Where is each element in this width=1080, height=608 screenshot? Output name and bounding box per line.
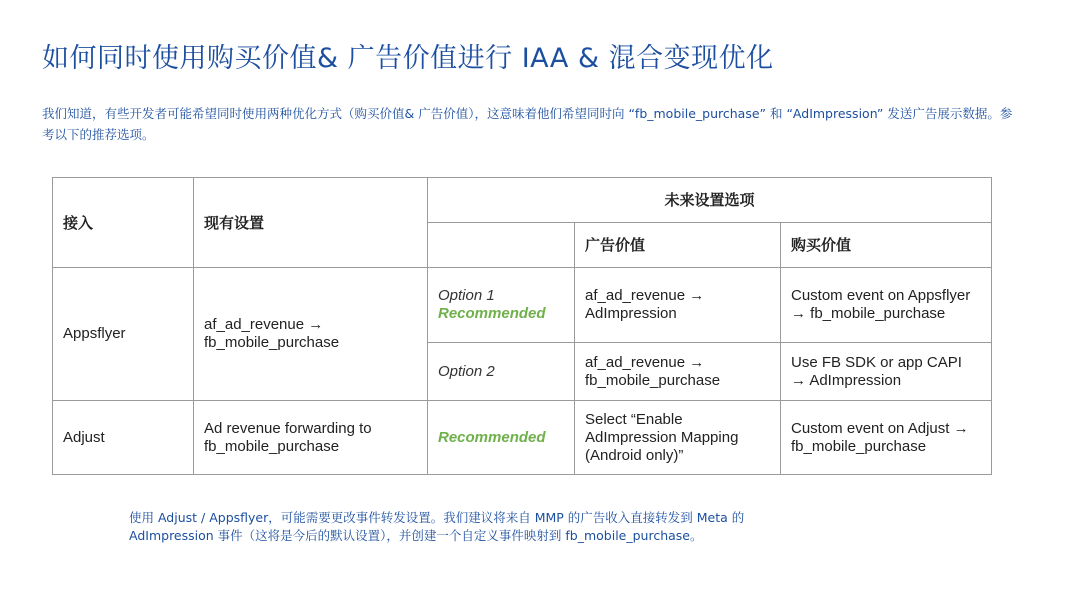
appsflyer-current-cell: af_ad_revenue → fb_mobile_purchase [194,268,428,401]
option1-label: Option 1 [438,287,495,304]
appsflyer-name-cell: Appsflyer [53,268,194,401]
header-current-setup: 现有设置 [194,178,428,268]
appsflyer-option2-ad-value: af_ad_revenue → fb_mobile_purchase [575,343,781,401]
appsflyer-option1-purchase-value: Custom event on Appsflyer → fb_mobile_purchase [781,268,992,343]
adjust-recommended-tag: Recommended [438,428,546,446]
appsflyer-option2-purchase-value: Use FB SDK or app CAPI → AdImpression [781,343,992,401]
adjust-purchase-value: Custom event on Adjust → fb_mobile_purchase [781,401,992,475]
page-title: 如何同时使用购买价值& 广告价值进行 IAA & 混合变现优化 [42,43,774,74]
intro-paragraph: 我们知道，有些开发者可能希望同时使用两种优化方式（购买价值& 广告价值），这意味着他们希望同时向 “fb_mobile_purchase” 和 “AdImpression” 发送广告展示数据。参考以下的推荐选项。 [42,106,1013,142]
appsflyer-option1-ad-value: af_ad_revenue → AdImpression [575,268,781,343]
appsflyer-option2-cell [428,343,575,401]
header-integration: 接入 [53,178,194,268]
header-future-options: 未来设置选项 [428,178,992,223]
table-header-row [53,178,992,223]
adjust-name-cell: Adjust [53,401,194,475]
appsflyer-option1-cell [428,268,575,343]
header-empty-cell [428,223,575,268]
table-row-adjust [53,401,992,475]
option1-recommended-tag: Recommended [438,305,546,322]
adjust-ad-value: Select “Enable AdImpression Mapping (Android only)” [575,401,781,475]
footnote: 使用 Adjust / Appsflyer，可能需要更改事件转发设置。我们建议将来自 MMP 的广告收入直接转发到 Meta 的 AdImpression 事件（这将是今后的默认设置），并创建一个自定义事件映射到 fb_mobile_purchase。 [129,510,745,543]
adjust-recommended-cell [428,401,575,475]
table-row-appsflyer-option1 [53,268,992,343]
option2-label: Option 2 [438,362,495,380]
options-table [52,177,992,475]
header-ad-value: 广告价值 [575,223,781,268]
adjust-current-cell: Ad revenue forwarding to fb_mobile_purchase [194,401,428,475]
header-purchase-value: 购买价值 [781,223,992,268]
